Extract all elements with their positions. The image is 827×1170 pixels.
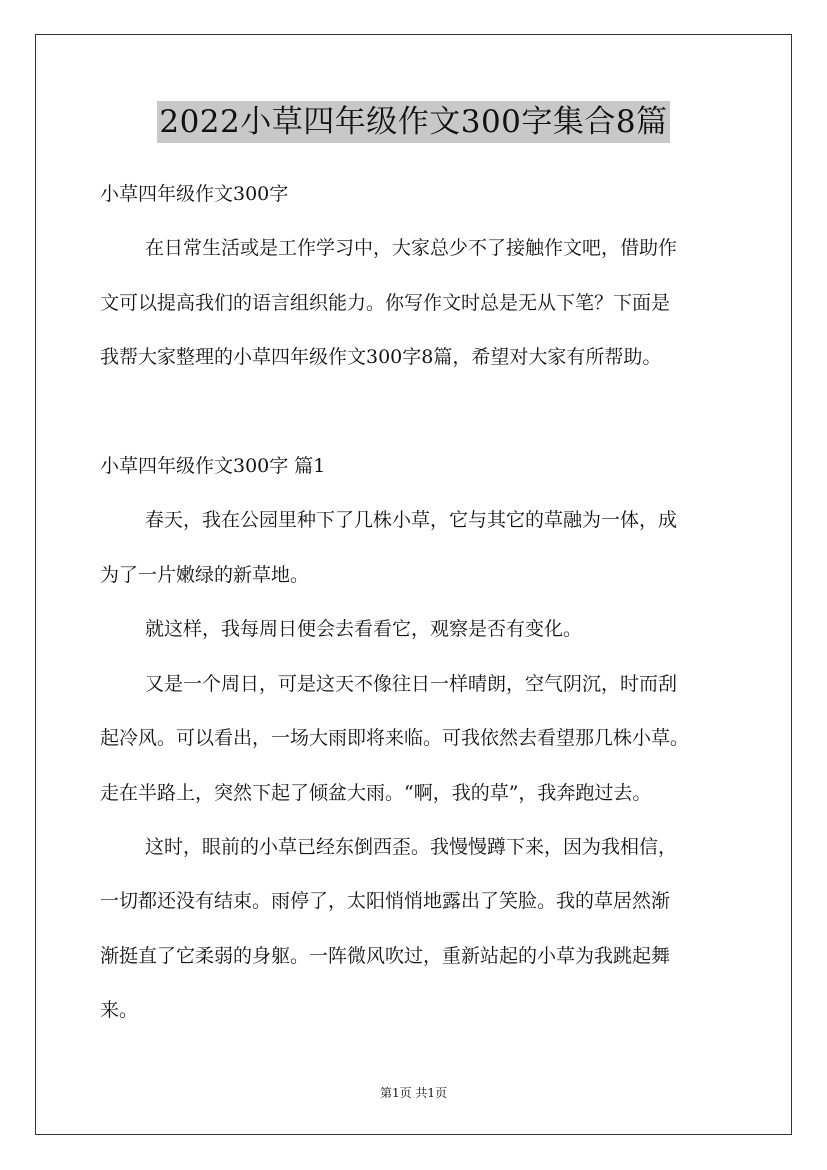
body-line-8: 一切都还没有结束。雨停了，太阳悄悄地露出了笑脸。我的草居然渐 [100, 890, 671, 912]
body-line-4: 又是一个周日，可是这天不像往日一样晴朗，空气阴沉，时而刮 [145, 673, 678, 695]
intro-heading: 小草四年级作文300字 [100, 183, 289, 205]
body-line-7: 这时，眼前的小草已经东倒西歪。我慢慢蹲下来，因为我相信， [145, 836, 678, 858]
document-title: 2022小草四年级作文300字集合8篇 [157, 101, 669, 143]
intro-line-3: 我帮大家整理的小草四年级作文300字8篇，希望对大家有所帮助。 [100, 346, 662, 368]
section-heading: 小草四年级作文300字 篇1 [100, 455, 326, 477]
body-line-10: 来。 [100, 999, 139, 1021]
body-line-9: 渐挺直了它柔弱的身躯。一阵微风吹过，重新站起的小草为我跳起舞 [100, 945, 671, 967]
body-line-2: 为了一片嫩绿的新草地。 [100, 564, 310, 586]
body-line-5: 起冷风。可以看出，一场大雨即将来临。可我依然去看望那几株小草。 [100, 727, 690, 749]
page-footer: 第1页 共1页 [379, 1086, 448, 1100]
title-container [0, 101, 827, 143]
body-line-6: 走在半路上，突然下起了倾盆大雨。“啊，我的草”，我奔跑过去。 [100, 782, 652, 804]
intro-line-1: 在日常生活或是工作学习中，大家总少不了接触作文吧，借助作 [145, 237, 678, 259]
body-line-1: 春天，我在公园里种下了几株小草，它与其它的草融为一体，成 [145, 509, 678, 531]
body-line-3: 就这样，我每周日便会去看看它，观察是否有变化。 [145, 618, 583, 640]
intro-line-2: 文可以提高我们的语言组织能力。你写作文时总是无从下笔？下面是 [100, 292, 671, 314]
